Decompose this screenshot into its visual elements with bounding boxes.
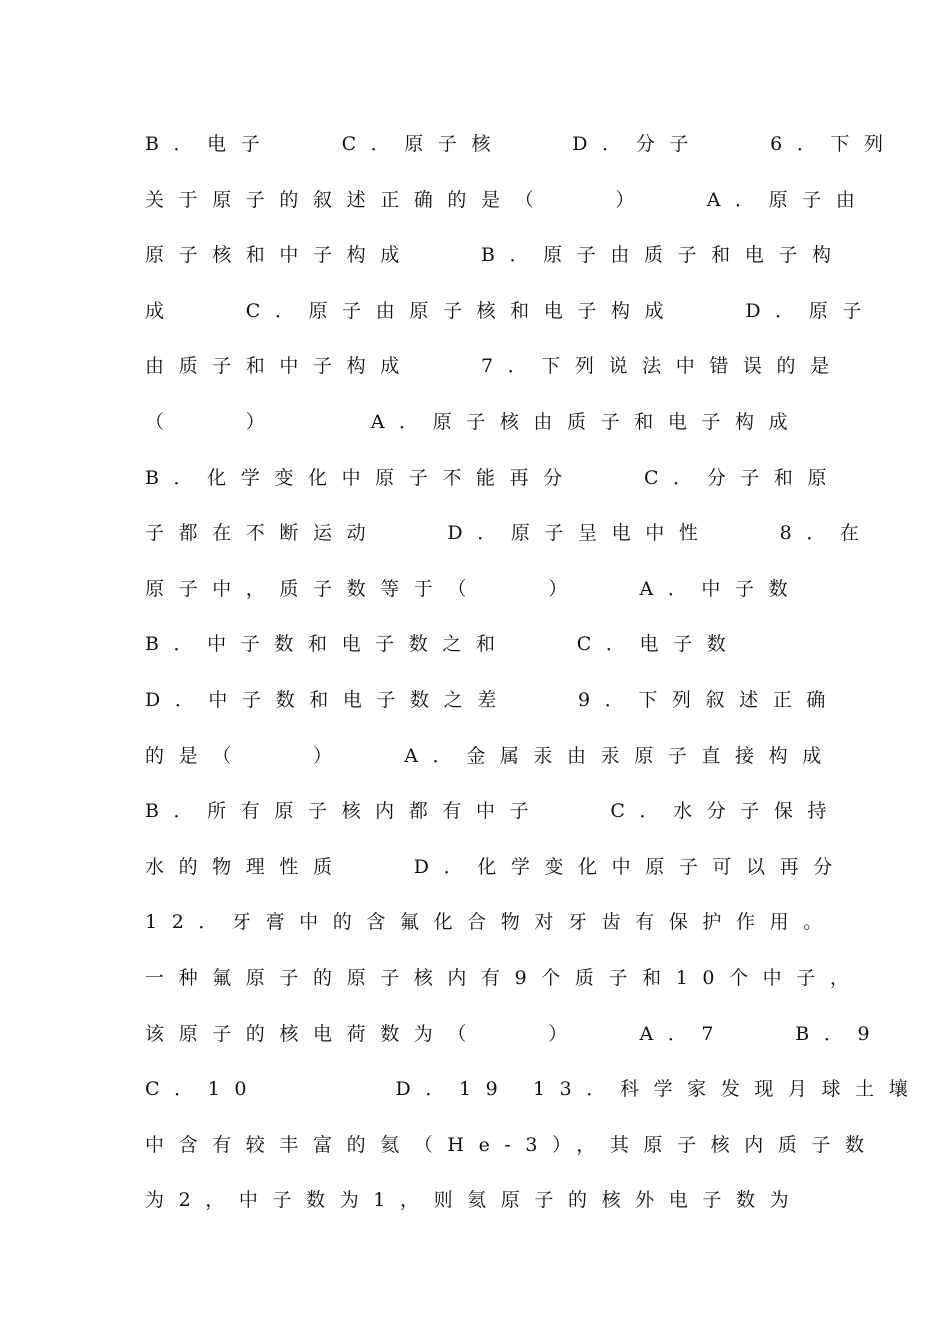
text-line-9: 原子中，质子数等于（ ） A．中子数 <box>145 577 803 600</box>
text-line-11: D．中子数和电子数之差 9．下列叙述正确 <box>145 688 840 711</box>
text-line-19: 中含有较丰富的氦（He-3），其原子核内质子数 <box>145 1133 879 1156</box>
text-line-18: C．10 D．19 13．科学家发现月球土壤 <box>145 1078 923 1101</box>
text-line-12: 的是（ ） A．金属汞由汞原子直接构成 <box>145 744 836 767</box>
body-text <box>145 126 923 1238</box>
text-line-8: 子都在不断运动 D．原子呈电中性 8．在 <box>145 522 874 545</box>
text-line-20: 为2，中子数为1，则氦原子的核外电子数为 <box>145 1189 804 1212</box>
text-line-2: 关于原子的叙述正确的是（ ） A．原子由 <box>145 188 870 211</box>
text-line-6: （ ） A．原子核由质子和电子构成 <box>145 410 803 433</box>
text-line-16: 一种氟原子的原子核内有9个质子和10个中子， <box>145 966 864 989</box>
text-line-3: 原子核和中子构成 B．原子由质子和电子构 <box>145 244 846 267</box>
text-line-13: B．所有原子核内都有中子 C．水分子保持 <box>145 800 842 823</box>
text-line-14: 水的物理性质 D．化学变化中原子可以再分 <box>145 855 847 878</box>
text-line-7: B．化学变化中原子不能再分 C．分子和原 <box>145 466 842 489</box>
text-line-10: B．中子数和电子数之和 C．电子数 <box>145 633 741 656</box>
text-line-15: 12．牙膏中的含氟化合物对牙齿有保护作用。 <box>145 911 837 934</box>
text-line-1: B．电子 C．原子核 D．分子 6．下列 <box>145 133 898 155</box>
text-line-17: 该原子的核电荷数为（ ） A．7 B．9 <box>145 1022 885 1045</box>
text-line-5: 由质子和中子构成 7．下列说法中错误的是 <box>145 355 844 378</box>
text-line-4: 成 C．原子由原子核和电子构成 D．原子 <box>145 299 876 322</box>
